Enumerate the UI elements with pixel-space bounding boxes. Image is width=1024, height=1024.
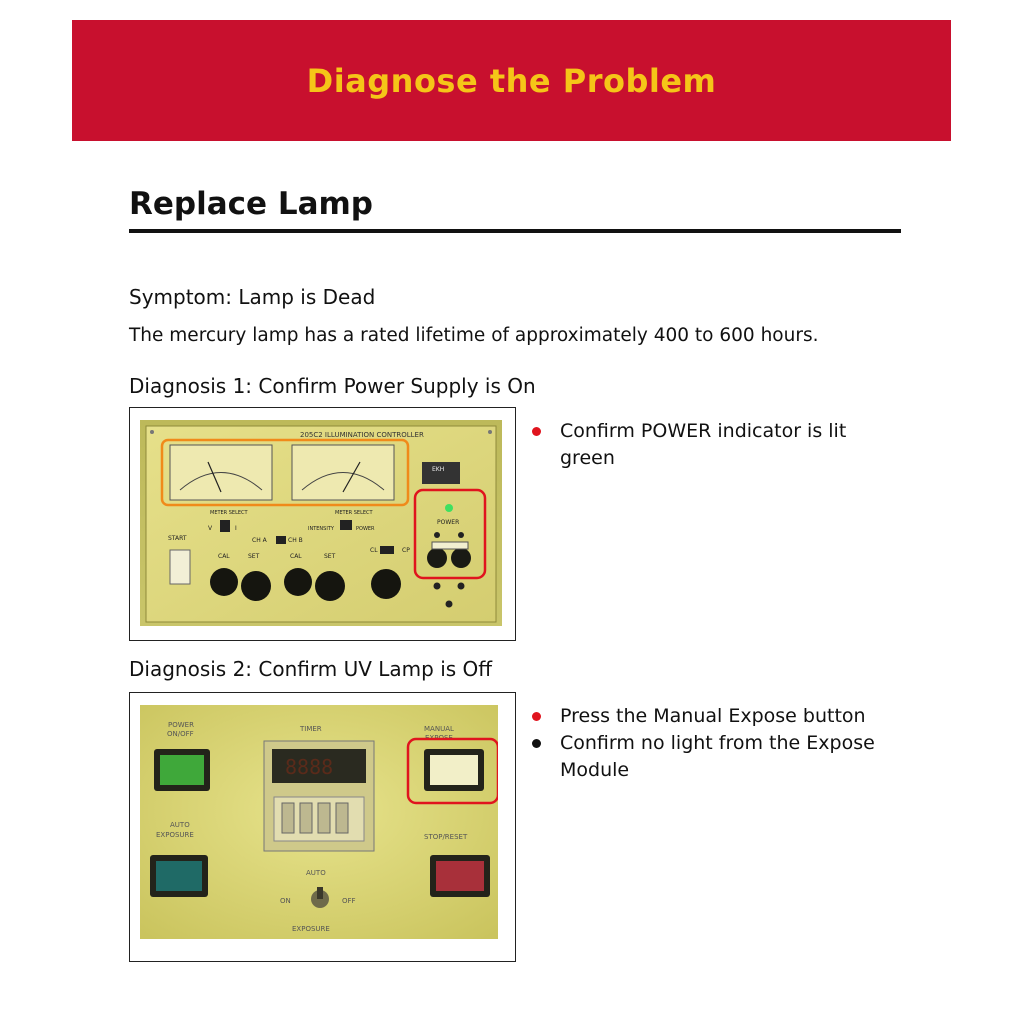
off-label: OFF bbox=[342, 897, 356, 905]
power-knob-right bbox=[451, 548, 471, 568]
symptom-heading: Symptom: Lamp is Dead bbox=[129, 285, 376, 309]
red-bullet-icon bbox=[532, 427, 541, 436]
v-label: V bbox=[208, 525, 213, 532]
illumination-controller-photo bbox=[140, 420, 502, 626]
auto-exposure-label-2: EXPOSURE bbox=[156, 831, 194, 839]
illumination-controller-photo-frame bbox=[129, 407, 516, 641]
symptom-description: The mercury lamp has a rated lifetime of approximately 400 to 600 hours. bbox=[129, 325, 819, 346]
power-knob-left bbox=[427, 548, 447, 568]
set-a-knob bbox=[241, 571, 271, 601]
section-divider bbox=[129, 229, 901, 233]
red-bullet-icon bbox=[532, 712, 541, 721]
diagnosis-2-heading: Diagnosis 2: Confirm UV Lamp is Off bbox=[129, 657, 493, 681]
list-item bbox=[530, 730, 890, 784]
intensity-label: INTENSITY bbox=[308, 526, 334, 532]
ekh-label: EKH bbox=[432, 466, 445, 473]
i-label: I bbox=[235, 525, 237, 532]
auto-toggle-label: AUTO bbox=[306, 869, 326, 877]
diagnosis-1-heading: Diagnosis 1: Confirm Power Supply is On bbox=[129, 374, 536, 398]
controller-title-text: 205C2 ILLUMINATION CONTROLLER bbox=[300, 431, 424, 439]
power-onoff-label-2: ON/OFF bbox=[167, 730, 194, 738]
cal-b-knob bbox=[284, 568, 312, 596]
section-title: Replace Lamp bbox=[129, 186, 373, 222]
bullet-text: Press the Manual Expose button bbox=[560, 705, 866, 727]
mode-knob bbox=[371, 569, 401, 599]
expose-panel-photo-frame bbox=[129, 692, 516, 962]
diagnosis-1-bullets bbox=[530, 418, 890, 472]
power-onoff-label-1: POWER bbox=[168, 721, 194, 729]
start-label: START bbox=[168, 535, 187, 542]
banner-title: Diagnose the Problem bbox=[306, 61, 717, 100]
exposure-label: EXPOSURE bbox=[292, 925, 330, 933]
start-switch bbox=[170, 550, 190, 584]
meter-select-2-label: METER SELECT bbox=[335, 510, 373, 516]
manual-expose-label-1: MANUAL bbox=[424, 725, 454, 733]
power-label: POWER bbox=[437, 519, 460, 526]
stop-reset-label: STOP/RESET bbox=[424, 833, 468, 841]
header-banner bbox=[72, 20, 951, 141]
ch-a-label: CH A bbox=[252, 537, 267, 544]
bullet-text: Confirm no light from the Expose Module bbox=[560, 732, 875, 781]
timer-display: 8888 bbox=[285, 755, 334, 779]
cal-2-label: CAL bbox=[290, 553, 302, 560]
black-bullet-icon bbox=[532, 739, 541, 748]
set-b-knob bbox=[315, 571, 345, 601]
expose-panel-photo bbox=[140, 705, 498, 939]
timer-label: TIMER bbox=[300, 725, 322, 733]
manual-expose-label-2: EXPOSE bbox=[425, 734, 453, 742]
diagnosis-2-bullets bbox=[530, 703, 890, 784]
cal-a-knob bbox=[210, 568, 238, 596]
list-item bbox=[530, 418, 890, 472]
power-small-label: POWER bbox=[356, 526, 375, 532]
meter-select-1-label: METER SELECT bbox=[210, 510, 248, 516]
cl-label: CL bbox=[370, 547, 378, 554]
ch-b-label: CH B bbox=[288, 537, 303, 544]
power-indicator-light bbox=[445, 504, 453, 512]
cal-1-label: CAL bbox=[218, 553, 230, 560]
bullet-text: Confirm POWER indicator is lit green bbox=[560, 420, 847, 469]
on-label: ON bbox=[280, 897, 291, 905]
set-1-label: SET bbox=[248, 553, 260, 560]
list-item bbox=[530, 703, 890, 730]
set-2-label: SET bbox=[324, 553, 336, 560]
cp-label: CP bbox=[402, 547, 410, 554]
auto-exposure-label-1: AUTO bbox=[170, 821, 190, 829]
